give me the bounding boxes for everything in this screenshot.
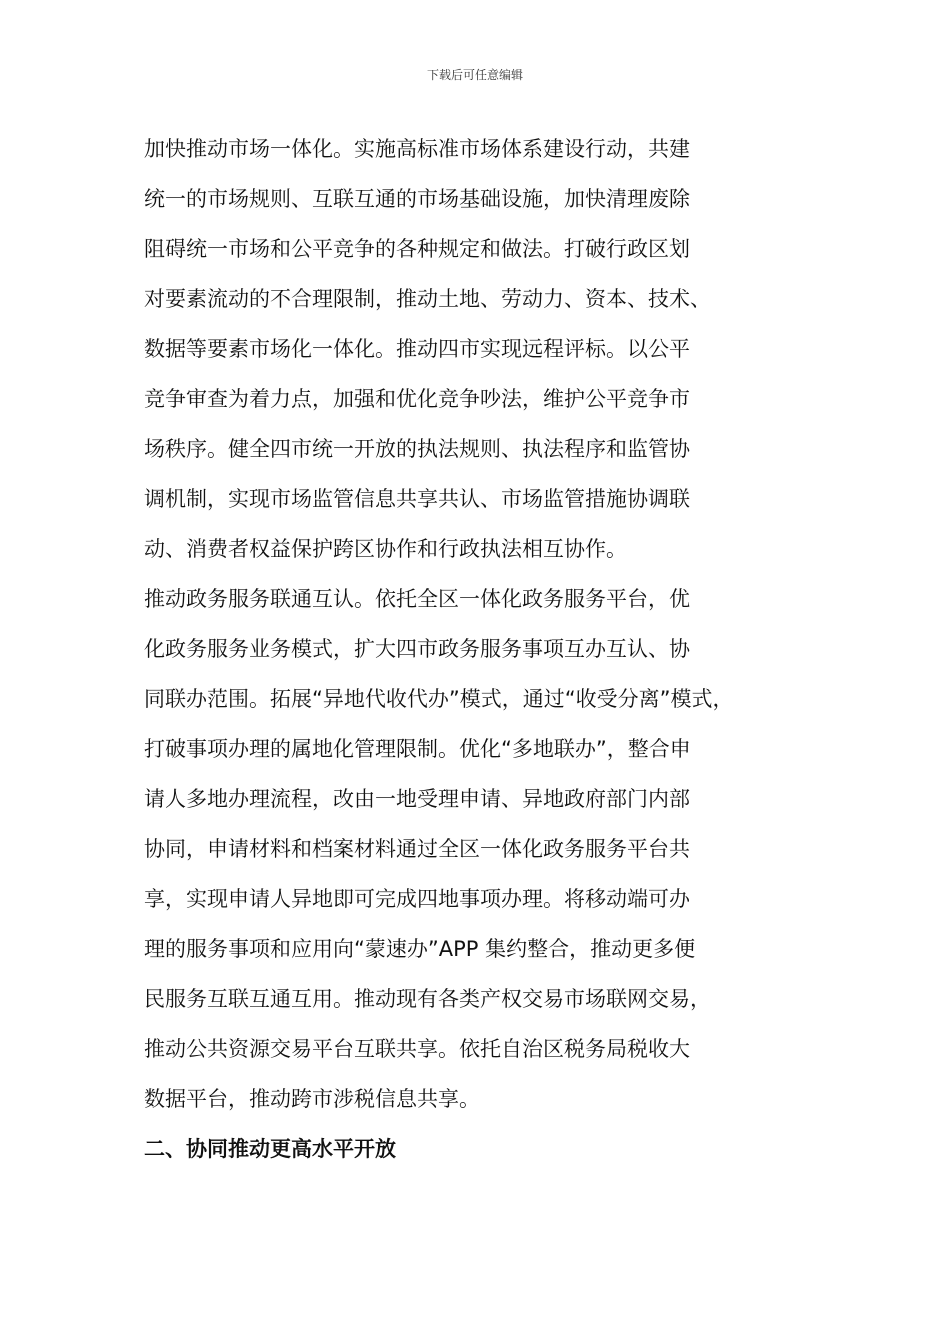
text-line: 理的服务事项和应用向“蒙速办”APP 集约整合，推动更多便 — [144, 937, 696, 961]
text-line: 阻碍统一市场和公平竞争的各种规定和做法。打破行政区划 — [144, 237, 690, 261]
text-line: 民服务互联互通互用。推动现有各类产权交易市场联网交易， — [144, 987, 711, 1011]
document-body — [144, 124, 750, 1174]
section-heading: 二、协同推动更高水平开放 — [144, 1137, 396, 1161]
text-line: 调机制，实现市场监管信息共享共认、市场监管措施协调联 — [144, 487, 690, 511]
text-line: 同联办范围。拓展“异地代收代办”模式，通过“收受分离”模式， — [144, 687, 734, 711]
text-line: 协同，申请材料和档案材料通过全区一体化政务服务平台共 — [144, 837, 690, 861]
paragraph-market-integration — [144, 124, 750, 574]
text-line: 统一的市场规则、互联互通的市场基础设施，加快清理废除 — [144, 187, 690, 211]
paragraph-government-services — [144, 574, 750, 1124]
page-header: 下载后可任意编辑 — [426, 68, 523, 82]
text-line: 数据等要素市场化一体化。推动四市实现远程评标。以公平 — [144, 337, 690, 361]
text-line: 数据平台，推动跨市涉税信息共享。 — [144, 1087, 480, 1111]
text-line: 对要素流动的不合理限制，推动土地、劳动力、资本、技术、 — [144, 287, 711, 311]
text-line: 推动政务服务联通互认。依托全区一体化政务服务平台，优 — [144, 587, 690, 611]
text-line: 享，实现申请人异地即可完成四地事项办理。将移动端可办 — [144, 887, 690, 911]
text-line: 推动公共资源交易平台互联共享。依托自治区税务局税收大 — [144, 1037, 690, 1061]
text-line: 加快推动市场一体化。实施高标准市场体系建设行动，共建 — [144, 137, 690, 161]
text-line: 场秩序。健全四市统一开放的执法规则、执法程序和监管协 — [144, 437, 690, 461]
text-line: 打破事项办理的属地化管理限制。优化“多地联办”，整合申 — [144, 737, 691, 761]
text-line: 请人多地办理流程，改由一地受理申请、异地政府部门内部 — [144, 787, 690, 811]
text-line: 竞争审查为着力点，加强和优化竞争吵法，维护公平竞争市 — [144, 387, 690, 411]
text-line: 化政务服务业务模式，扩大四市政务服务事项互办互认、协 — [144, 637, 690, 661]
text-line: 动、消费者权益保护跨区协作和行政执法相互协作。 — [144, 537, 627, 561]
